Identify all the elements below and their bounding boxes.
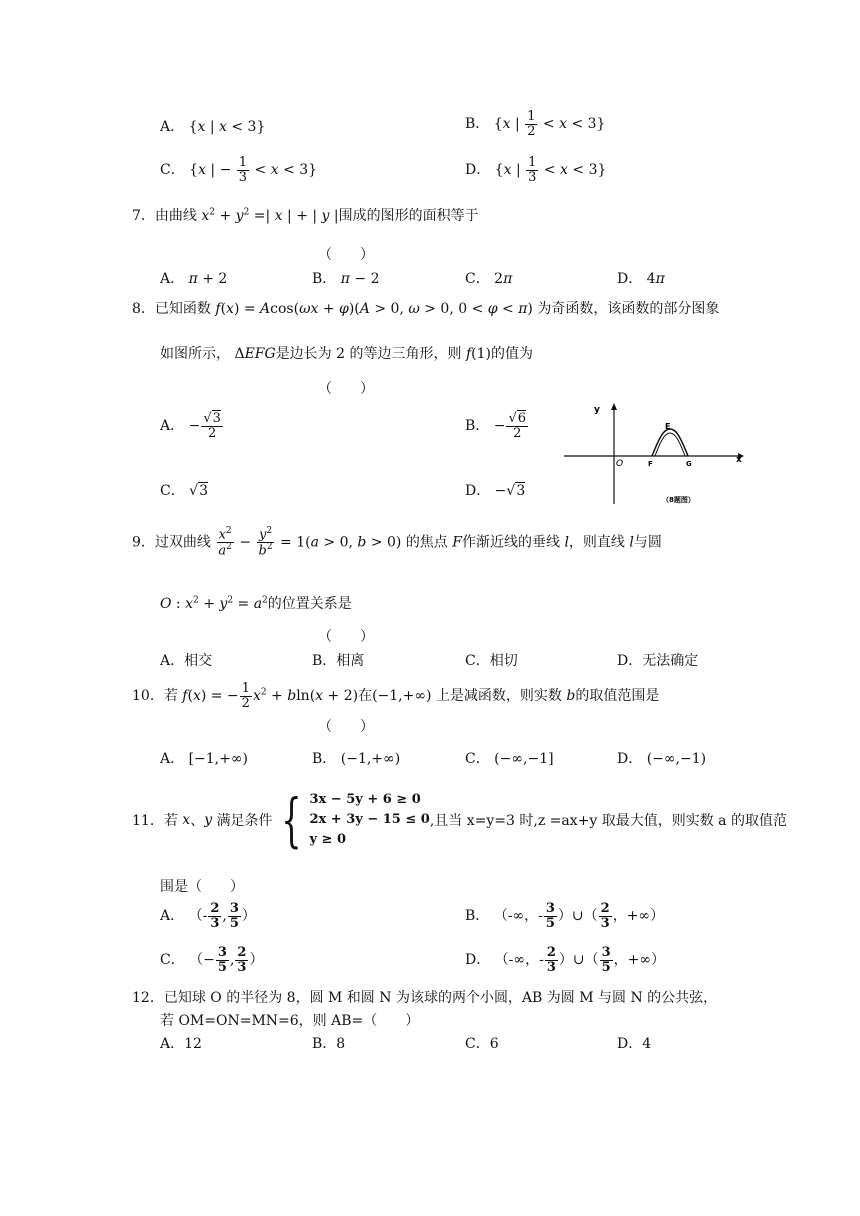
q12-stem-line1: 12．已知球 O 的半径为 8，圆 M 和圆 N 为该球的两个小圆，AB 为圆 M 与圆 N 的公共弦， — [132, 990, 718, 1006]
q6-option-b: B． {x | $\frac{1}{2}$ < x < 3} — [465, 109, 606, 139]
q11-option-a: A． （- $\frac{2}{3}$ , $\frac{3}{5}$ ） — [160, 901, 256, 931]
q7-answer-paren: （ ） — [318, 247, 374, 263]
q9-answer-paren: （ ） — [318, 629, 374, 645]
q12-option-b: B．8 — [312, 1036, 346, 1052]
q8-option-a: A． − $\frac{√3}{2}$ — [160, 411, 221, 441]
figure-label-y: y — [594, 405, 600, 415]
q9-option-c: C．相切 — [465, 653, 518, 669]
q10-option-d: D． (−∞,−1) — [617, 751, 707, 767]
figure-label-o: O — [616, 459, 624, 469]
q8-stem-line2: 如图所示， ΔEFG是边长为 2 的等边三角形，则 f(1)的值为 — [160, 346, 533, 362]
q11-option-b: B． （-∞，- $\frac{3}{5}$ ）∪（ $\frac{2}{3}$ ，+∞） — [465, 901, 665, 931]
q11-option-d: D． （-∞，- $\frac{2}{3}$ ）∪（ $\frac{3}{5}$ ，+∞） — [465, 945, 666, 975]
q9-option-a: A．相交 — [160, 653, 213, 669]
q9-option-b: B．相离 — [312, 653, 365, 669]
figure-curve-inner — [655, 433, 685, 456]
q11-constraint-system: 3x − 5y + 6 ≥ 0 2x + 3y − 15 ≤ 0 y ≥ 0 — [309, 792, 430, 847]
q10-answer-paren: （ ） — [318, 719, 374, 735]
q7-option-d: D． 4π — [617, 271, 665, 287]
q9-option-d: D．无法确定 — [617, 653, 699, 669]
q10-option-c: C． (−∞,−1] — [465, 751, 554, 767]
q10-option-a: A． [−1,+∞) — [160, 751, 248, 767]
q8-answer-paren: （ ） — [318, 381, 374, 397]
q8-option-b: B． − $\frac{√6}{2}$ — [465, 411, 527, 441]
q11-stem: 11． 若 x 、 y 满足条件 { 3x − 5y + 6 ≥ 0 2x + 3y − 15 ≤ 0 y ≥ 0 ,且当 x=y=3 时,z =ax+y 取最大值，则实数 a 的取值范 — [132, 786, 787, 854]
q11-option-c: C． （− $\frac{3}{5}$ , $\frac{2}{3}$ ） — [160, 945, 264, 975]
q12-option-a: A．12 — [160, 1036, 202, 1052]
q7-option-b: B． π − 2 — [312, 271, 380, 287]
q8-figure — [560, 398, 750, 510]
figure-caption: （8题图） — [662, 496, 695, 504]
q7-option-a: A． π + 2 — [160, 271, 228, 287]
q8-option-c: C． √3 — [160, 483, 209, 499]
q6-option-a: A． {x | x < 3} — [160, 119, 266, 135]
q6-option-c: C． {x | − $\frac{1}{3}$ < x < 3} — [160, 155, 318, 185]
q10-option-b: B． (−1,+∞) — [312, 751, 401, 767]
figure-label-e: E — [665, 422, 671, 431]
figure-label-g: G — [686, 460, 692, 468]
q8-option-d: D． −√3 — [465, 483, 526, 499]
q7-stem: 7．由曲线 $x^2 + y^2$ =| x | + | y |围成的图形的面积等于 — [132, 207, 479, 224]
q6-option-d: D． {x | $\frac{1}{3}$ < x < 3} — [465, 155, 607, 185]
figure-label-x: x — [736, 455, 742, 465]
q11-stem-line2: 围是（ ） — [160, 879, 244, 895]
q9-stem-line2: O : $x^2 + y^2 = a^2$的位置关系是 — [160, 595, 352, 612]
q9-stem: 9．过双曲线 $\frac{x^2}{a^2}$ − $\frac{y^2}{b^2}$ = 1(a > 0, b > 0) 的焦点 F作渐近线的垂线 l，则直线 l与圆 — [132, 526, 662, 559]
figure-label-f: F — [648, 460, 653, 468]
q12-option-d: D．4 — [617, 1036, 652, 1052]
q10-stem: 10．若 f(x) = − $\frac{1}{2}$ $x^2 + bln(x + 2)$在(−1,+∞) 上是减函数，则实数 b的取值范围是 — [132, 681, 660, 711]
q8-stem: 8．已知函数 f(x) = Acos(ωx + φ)(A > 0, ω > 0, 0 < φ < π) 为奇函数，该函数的部分图象 — [132, 301, 720, 317]
figure-y-arrow — [611, 403, 617, 410]
q7-option-c: C． 2π — [465, 271, 513, 287]
q12-option-c: C．6 — [465, 1036, 499, 1052]
q12-stem-line2: 若 OM=ON=MN=6，则 AB=（ ） — [160, 1013, 420, 1029]
